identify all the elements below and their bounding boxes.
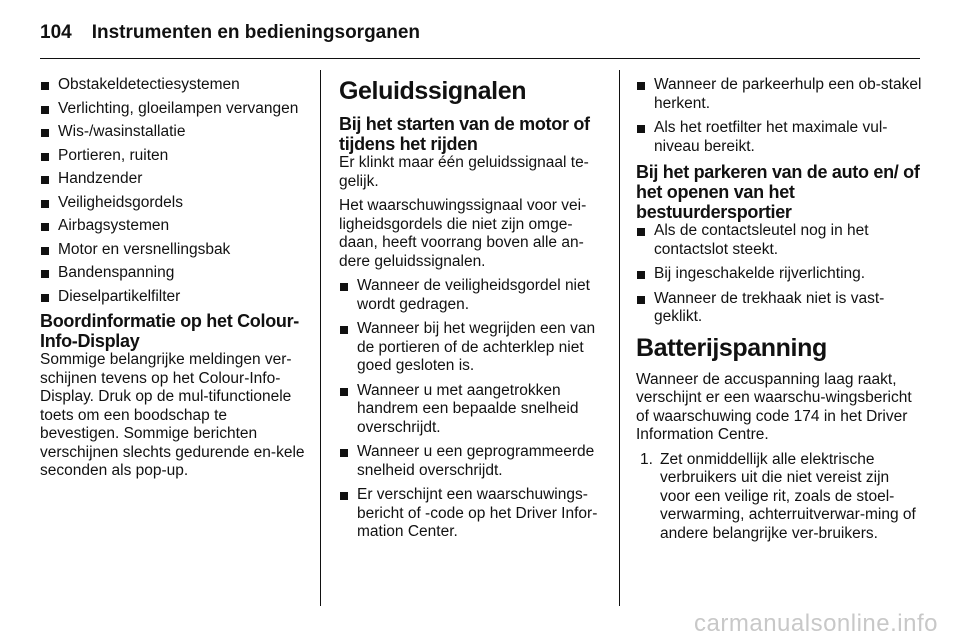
section-title: Geluidssignalen (339, 77, 527, 105)
column-divider-1 (320, 70, 321, 606)
page-header (40, 18, 920, 48)
chapter-title: Instrumenten en bedieningsorganen (91, 22, 421, 43)
section-title: Batterijspanning (636, 333, 827, 362)
bullet-icon (340, 388, 348, 396)
section-list (40, 76, 310, 306)
numbered-step (636, 451, 922, 544)
body-paragraph: Het waarschuwingssignaal voor vei-ligheidsgordels die niet zijn omge-daan, heeft voorrang boven alle an-dere geluidssignalen. (339, 197, 587, 270)
page-number: 104 (40, 22, 72, 43)
list-item: Handzender (40, 170, 310, 189)
list-item: Wanneer de parkeerhulp een ob-stakel herkent. (636, 76, 922, 113)
body-paragraph: Er klinkt maar één geluidssignaal te-gelijk. (339, 154, 589, 190)
list-item: Wanneer bij het wegrijden een van de portieren of de achterklep niet goed gesloten is. (339, 320, 607, 376)
list-item: Wis-/wasinstallatie (40, 123, 310, 142)
bullet-icon (41, 223, 49, 231)
bullet-icon (340, 283, 348, 291)
bullet-icon (637, 271, 645, 279)
list-item: Wanneer u met aangetrokken handrem een bepaalde snelheid overschrijdt. (339, 382, 607, 438)
bullet-icon (637, 228, 645, 236)
list-item: Er verschijnt een waarschuwings-bericht of -code op het Driver Infor-mation Center. (339, 486, 607, 542)
column-2 (339, 76, 607, 548)
bullet-icon (41, 129, 49, 137)
section-heading: Boordinformatie op het Colour-Info-Display (40, 311, 299, 351)
bullet-icon (340, 492, 348, 500)
body-paragraph: Sommige belangrijke meldingen ver-schijnen tevens op het Colour-Info-Display. Druk op de mul-tifunctionele toets om een boodschap te bevestigen. Sommige berichten verschijnen slechts gedurende en-kele seconden als pop-up. (40, 351, 305, 479)
bullet-icon (41, 106, 49, 114)
bullet-icon (41, 82, 49, 90)
list-item: Wanneer de trekhaak niet is vast-geklikt. (636, 290, 922, 327)
list-item: Als het roetfilter het maximale vul-niveau bereikt. (636, 119, 922, 156)
section-heading: Bij het starten van de motor of tijdens het rijden (339, 114, 590, 154)
list-item: Veiligheidsgordels (40, 194, 310, 213)
bullet-icon (41, 200, 49, 208)
list-item: Verlichting, gloeilampen vervangen (40, 100, 310, 119)
list-item: Als de contactsleutel nog in het contactslot steekt. (636, 222, 922, 259)
list-item: Portieren, ruiten (40, 147, 310, 166)
bullet-icon (41, 294, 49, 302)
bullet-icon (340, 326, 348, 334)
list-item: Obstakeldetectiesystemen (40, 76, 310, 95)
bullet-icon (41, 176, 49, 184)
bullet-icon (41, 247, 49, 255)
list-item: Wanneer u een geprogrammeerde snelheid overschrijdt. (339, 443, 607, 480)
body-paragraph: Wanneer de accuspanning laag raakt, verschijnt er een waarschu-wingsbericht of waarschuwing code 174 in het Driver Information Centre. (636, 370, 912, 443)
header-rule (40, 58, 920, 59)
bullet-icon (637, 82, 645, 90)
watermark: carmanualsonline.info (694, 610, 938, 637)
list-item: Bij ingeschakelde rijverlichting. (636, 265, 922, 284)
bullet-icon (41, 270, 49, 278)
column-1 (40, 76, 310, 487)
bullet-icon (637, 296, 645, 304)
step-number: 1. (640, 450, 653, 468)
section-heading: Bij het parkeren van de auto en/ of het openen van het bestuurdersportier (636, 162, 920, 222)
step-text: Zet onmiddellijk alle elektrische verbruikers uit die niet vereist zijn voor een veilige rit, zoals de stoel-verwarming, achterruitverwar-ming of andere belangrijke ver-bruikers. (660, 450, 916, 542)
column-3 (636, 76, 922, 543)
bullet-icon (637, 125, 645, 133)
list-item: Bandenspanning (40, 264, 310, 283)
bullet-icon (41, 153, 49, 161)
list-item: Wanneer de veiligheidsgordel niet wordt gedragen. (339, 277, 607, 314)
list-item: Airbagsystemen (40, 217, 310, 236)
list-item: Motor en versnellingsbak (40, 241, 310, 260)
list-item: Dieselpartikelfilter (40, 288, 310, 307)
column-divider-2 (619, 70, 620, 606)
bullet-icon (340, 449, 348, 457)
